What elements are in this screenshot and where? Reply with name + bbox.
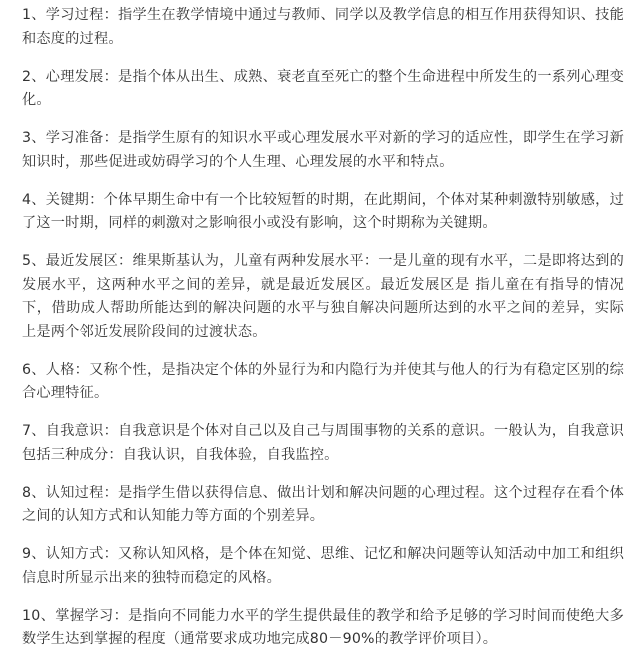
definition-self-consciousness: 7、自我意识：自我意识是个体对自己以及自己与周围事物的关系的意识。一般认为，自我意识包括三种成分：自我认识，自我体验，自我监控。 [22,423,624,463]
definition-learning-process: 1、学习过程：指学生在教学情境中通过与教师、同学以及教学信息的相互作用获得知识、技能和态度的过程。 [22,7,624,47]
definition-mastery-learning: 10、掌握学习：是指向不同能力水平的学生提供最佳的教学和给予足够的学习时间而使绝大多数学生达到掌握的程度（通常要求成功地完成80－90%的教学评价项目）。 [22,607,624,647]
definition-personality: 6、人格：又称个性，是指决定个体的外显行为和内隐行为并使其与他人的行为有稳定区别的综合心理特征。 [22,361,624,401]
definition-cognitive-style: 9、认知方式：又称认知风格，是个体在知觉、思维、记忆和解决问题等认知活动中加工和组织信息时所显示出来的独特而稳定的风格。 [22,546,624,586]
definition-cognitive-process: 8、认知过程：是指学生借以获得信息、做出计划和解决问题的心理过程。这个过程存在看个体之间的认知方式和认知能力等方面的个别差异。 [22,484,624,524]
definition-psychological-development: 2、心理发展：是指个体从出生、成熟、衰老直至死亡的整个生命进程中所发生的一系列心理变化。 [22,68,624,108]
definition-zone-of-proximal-development: 5、最近发展区：维果斯基认为，儿童有两种发展水平：一是儿童的现有水平，二是即将达到的发展水平，这两种水平之间的差异，就是最近发展区。最近发展区是 指儿童在有指导的情况下，借助成人帮助所能达到的解决问题的水平与独自解决问题所达到的水平之间的差异，实际上是两个邻近发展阶段间的过渡状态。 [22,253,624,340]
definition-learning-readiness: 3、学习准备：是指学生原有的知识水平或心理发展水平对新的学习的适应性，即学生在学习新知识时，那些促进或妨碍学习的个人生理、心理发展的水平和特点。 [22,130,624,170]
definition-critical-period: 4、关键期：个体早期生命中有一个比较短暂的时期，在此期间，个体对某种刺激特别敏感，过了这一时期，同样的刺激对之影响很小或没有影响，这个时期称为关键期。 [22,191,624,231]
